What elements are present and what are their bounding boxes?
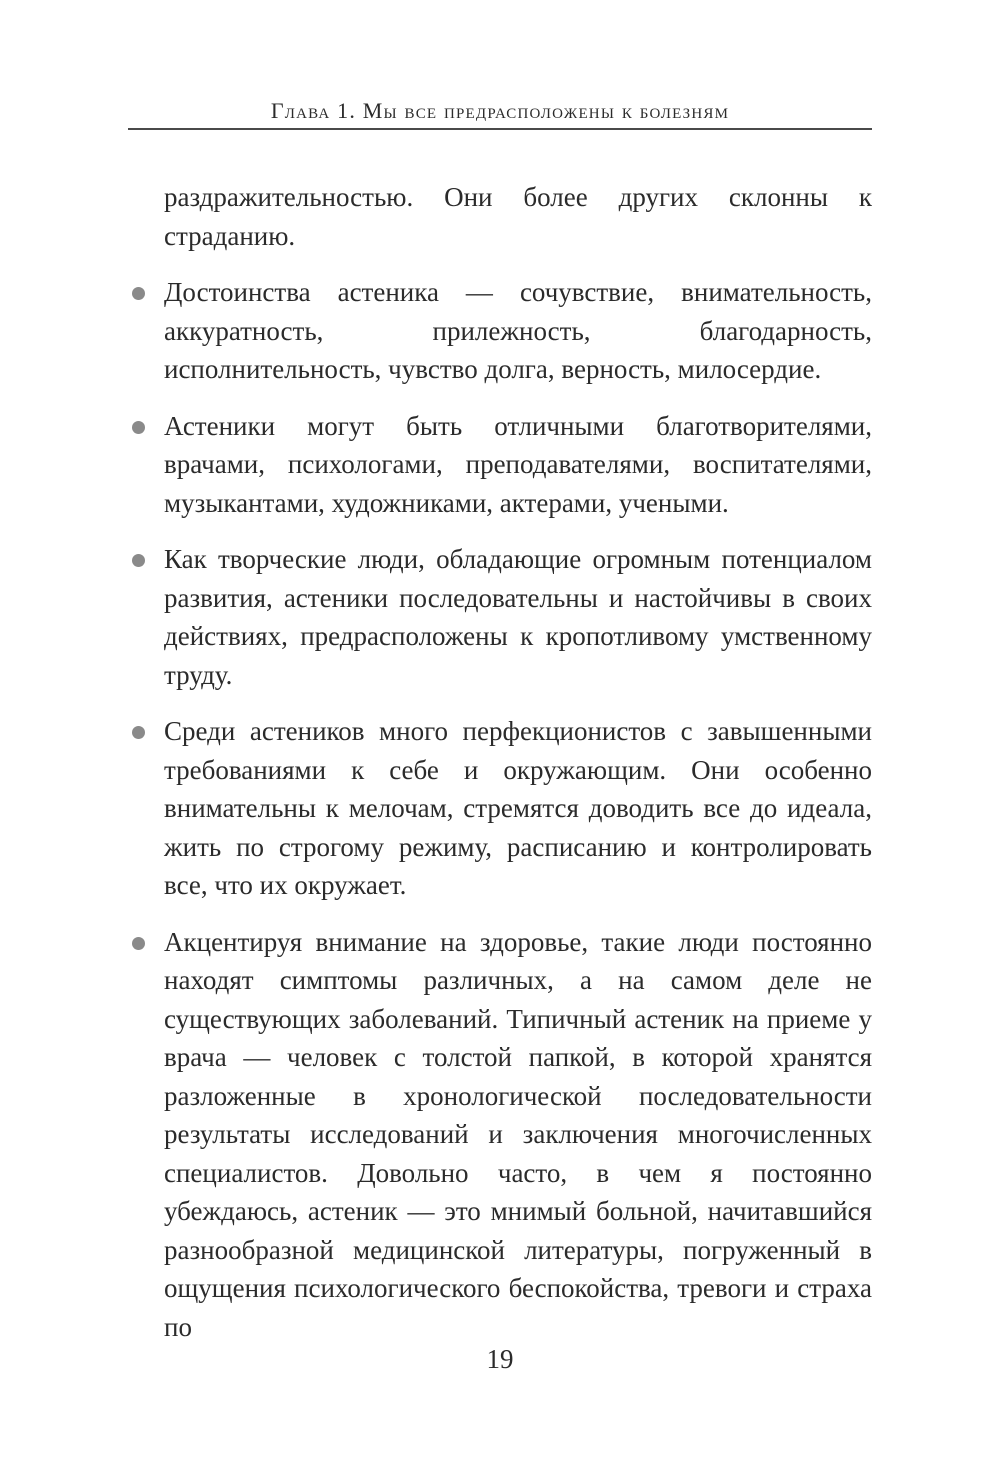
list-item-text: Акцентируя внимание на здоровье, такие люди постоянно находят симптомы различных, а на самом деле не существующих заболеваний. Типичный астеник на приеме у врача — человек с толстой папкой, в которой хранятся разложенные в хронологической последовательности результаты исследований и заключения многочисленных специалистов. Довольно часто, в чем я постоянно убеждаюсь, астеник — это мнимый больной, начитавшийся разнообразной медицинской литературы, погруженный в ощущения психологического беспокойства, тревоги и страха по <box>164 926 872 1342</box>
list-item-text: Среди астеников много перфекционистов с завышенными требованиями к себе и окружающим. Они особенно внимательны к мелочам, стремятся доводить все до идеала, жить по строгому режиму, расписанию и контролировать все, что их окружает. <box>164 716 872 900</box>
list-item <box>128 923 872 1347</box>
bullet-icon <box>132 287 145 300</box>
bullet-icon <box>132 937 145 950</box>
list-item <box>128 407 872 523</box>
bullet-list <box>128 273 872 1346</box>
bullet-icon <box>132 421 145 434</box>
bullet-icon <box>132 554 145 567</box>
list-item <box>128 540 872 694</box>
list-item <box>128 273 872 389</box>
list-item <box>128 712 872 905</box>
list-item-text: Астеники могут быть отличными благотворителями, врачами, психологами, преподавателями, воспитателями, музыкантами, художниками, актерами, учеными. <box>164 410 872 518</box>
continuation-paragraph: раздражительностью. Они более других склонны к страданию. <box>164 182 872 251</box>
body-text <box>128 178 872 1364</box>
page-number: 19 <box>486 1344 514 1374</box>
bullet-icon <box>132 726 145 739</box>
list-item-text: Достоинства астеника — сочувствие, внимательность, аккуратность, прилежность, благодарность, исполнительность, чувство долга, верность, милосердие. <box>164 277 872 384</box>
header-rule <box>128 128 872 130</box>
list-item-text: Как творческие люди, обладающие огромным потенциалом развития, астеники последовательны и настойчивы в своих действиях, предрасположены к кропотливому умственному труду. <box>164 544 872 690</box>
running-head: Глава 1. Мы все предрасположены к болезням <box>270 98 730 123</box>
